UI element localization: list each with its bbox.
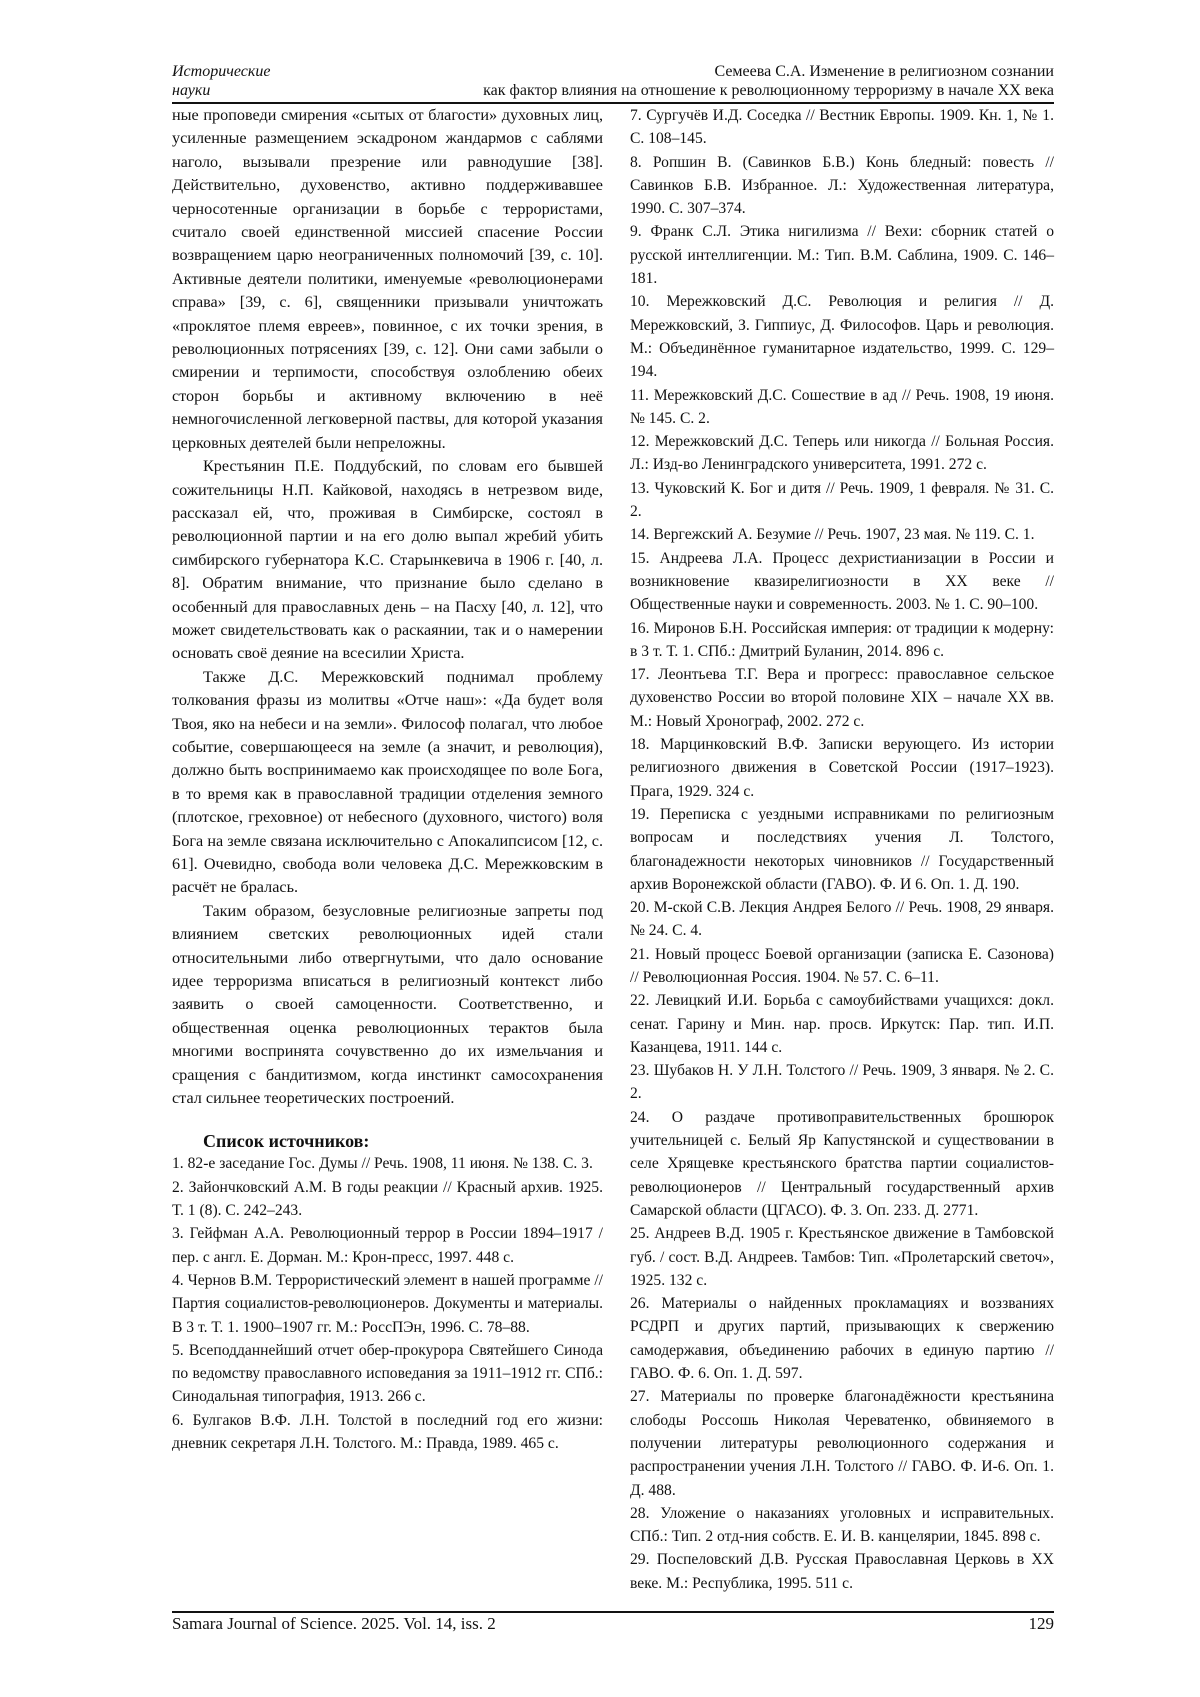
reference-item: 21. Новый процесс Боевой организации (записка Е. Сазонова) // Революционная Россия. 1904. № 57. С. 6–11. <box>630 945 1054 986</box>
reference-item: 9. Франк С.Л. Этика нигилизма // Вехи: сборник статей о русской интеллигенции. М.: Тип. В.М. Саблина, 1909. С. 146–181. <box>630 223 1054 288</box>
references-heading: Список источников: <box>203 1131 370 1152</box>
reference-item: 12. Мережковский Д.С. Теперь или никогда // Больная Россия. Л.: Изд-во Ленинградского университета, 1991. 272 с. <box>630 433 1054 474</box>
reference-item: 27. Материалы по проверке благонадёжности крестьянина слободы Россошь Николая Череватенко, обвиняемого в получении литературы революционного содержания и распространении учения Л.Н. Толстого // ГАВО. Ф. И-6. Оп. 1. Д. 488. <box>630 1388 1054 1499</box>
article-running-title <box>483 62 1054 100</box>
reference-item: 19. Переписка с уездными исправниками по религиозным вопросам и последствиях учения Л. Толстого, благонадежности некоторых чиновников // Государственный архив Воронежской области (ГАВО). Ф. И 6. Оп. 1. Д. 190. <box>630 805 1054 893</box>
section-line-2: науки <box>172 82 211 99</box>
reference-item: 25. Андреев В.Д. 1905 г. Крестьянское движение в Тамбовской губ. / сост. В.Д. Андреев. Тамбов: Тип. «Пролетарский светоч», 1925. 132 с. <box>630 1225 1054 1289</box>
reference-item: 28. Уложение о наказаниях уголовных и исправительных. СПб.: Тип. 2 отд-ния собств. Е. И. В. канцелярии, 1845. 898 с. <box>630 1504 1054 1546</box>
reference-item: 11. Мережковский Д.С. Сошествие в ад // Речь. 1908, 19 июня. № 145. С. 2. <box>630 386 1054 427</box>
reference-item: 7. Сургучёв И.Д. Соседка // Вестник Европы. 1909. Кн. 1, № 1. С. 108–145. <box>630 107 1054 148</box>
reference-item: 17. Леонтьева Т.Г. Вера и прогресс: православное сельское духовенство России во второй половине XIX – начале XX вв. М.: Новый Хронограф, 2002. 272 с. <box>630 666 1054 730</box>
reference-item: 10. Мережковский Д.С. Революция и религия // Д. Мережковский, З. Гиппиус, Д. Философов. Царь и революция. М.: Объединённое гуманитарное издательство, 1999. С. 129–194. <box>630 293 1054 381</box>
body-paragraph: Также Д.С. Мережковский поднимал проблему толкования фразы из молитвы «Отче наш»: «Да будет воля Твоя, яко на небеси и на земли». Философ полагал, что любое событие, совершающееся на земле (а значит, и революция), должно быть воспринимаемо как происходящее по воле Бога, в то время как в православной традиции отделения земного (плотское, греховное) от небесного (духовного, чистого) воля Бога на земле связана исключительно с Апокалипсисом [12, с. 61]. Очевидно, свобода воли человека Д.С. Мережковским в расчёт не бралась. <box>172 667 603 897</box>
reference-item: 18. Марцинковский В.Ф. Записки верующего. Из истории религиозного движения в Советской России (1917–1923). Прага, 1929. 324 с. <box>630 736 1054 800</box>
journal-citation: Samara Journal of Science. 2025. Vol. 14, iss. 2 <box>172 1614 496 1633</box>
reference-item: 5. Всеподданнейший отчет обер-прокурора Святейшего Синода по ведомству православного исповедания за 1911–1912 гг. СПб.: Синодальная типография, 1913. 266 с. <box>172 1341 603 1406</box>
running-title-line-2: как фактор влияния на отношение к революционному терроризму в начале XX века <box>483 82 1054 99</box>
body-paragraph: Крестьянин П.Е. Поддубский, по словам его бывшей сожительницы Н.П. Кайковой, находясь в нетрезвом виде, рассказал ей, что, проживая в Симбирске, состоял в революционной партии и на его долю выпал жребий убить симбирского губернатора К.С. Старынкевича в 1906 г. [40, л. 8]. Обратим внимание, что признание было сделано в особенный для православных день – на Пасху [40, л. 12], что может свидетельствовать как о раскаянии, так и о намерении основать своё деяние на всесилии Христа. <box>172 457 603 663</box>
reference-item: 16. Миронов Б.Н. Российская империя: от традиции к модерну: в 3 т. Т. 1. СПб.: Дмитрий Буланин, 2014. 896 с. <box>630 619 1054 660</box>
reference-item: 6. Булгаков В.Ф. Л.Н. Толстой в последний год его жизни: дневник секретаря Л.Н. Толстого. М.: Правда, 1989. 465 с. <box>172 1411 603 1453</box>
reference-item: 2. Зайончковский А.М. В годы реакции // Красный архив. 1925. Т. 1 (8). С. 242–243. <box>172 1178 603 1220</box>
reference-item: 15. Андреева Л.А. Процесс дехристианизации в России и возникновение квазирелигиозности в XX веке // Общественные науки и современность. 2003. № 1. С. 90–100. <box>630 549 1054 614</box>
reference-item: 13. Чуковский К. Бог и дитя // Речь. 1909, 1 февраля. № 31. С. 2. <box>630 479 1054 521</box>
reference-item: 3. Гейфман А.А. Революционный террор в России 1894–1917 / пер. с англ. Е. Дорман. М.: Крон-пресс, 1997. 448 с. <box>172 1225 603 1266</box>
section-line-1: Исторические <box>172 63 271 80</box>
reference-item: 24. О раздаче противоправительственных брошюрок учительницей с. Белый Яр Капустянской и существовании в селе Хрящевке крестьянского братства партии социалистов-революционеров // Центральный государственный архив Самарской области (ЦГАСО). Ф. 3. Оп. 233. Д. 2771. <box>630 1108 1054 1219</box>
reference-item: 8. Ропшин В. (Савинков Б.В.) Конь бледный: повесть // Савинков Б.В. Избранное. Л.: Художественная литература, 1990. С. 307–374. <box>630 153 1054 218</box>
body-paragraph: ные проповеди смирения «сытых от благости» духовных лиц, усиленные размещением эскадроном жандармов с саблями наголо, вызывали презрение или равнодушие [38]. Действительно, духовенство, активно поддерживавшее черносотенные организации в борьбе с террористами, считало своей единственной миссией спасение России возвращением царю неограниченных полномочий [39, с. 10]. Активные деятели политики, именуемые «революционерами справа» [39, с. 6], священники призывали уничтожать «проклятое племя евреев», повинное, с их точки зрения, в революционных потрясениях [39, с. 12]. Они сами забыли о смирении и терпимости, способствуя озлоблению обеих сторон борьбы и активному включению в неё немногочисленной легковерной паствы, для которой указания церковных деятелей были непреложны. <box>172 106 603 452</box>
running-title-line-1: Семеева С.А. Изменение в религиозном сознании <box>714 63 1054 80</box>
reference-item: 26. Материалы о найденных прокламациях и воззваниях РСДРП и других партий, призывающих к свержению самодержавия, объединению рабочих в единую партию // ГАВО. Ф. 6. Оп. 1. Д. 597. <box>630 1295 1054 1383</box>
reference-item: 1. 82-е заседание Гос. Думы // Речь. 1908, 11 июня. № 138. С. 3. <box>172 1155 593 1173</box>
reference-item: 23. Шубаков Н. У Л.Н. Толстого // Речь. 1909, 3 января. № 2. С. 2. <box>630 1062 1054 1103</box>
reference-item: 29. Поспеловский Д.В. Русская Православная Церковь в XX веке. М.: Республика, 1995. 511 с. <box>630 1551 1054 1592</box>
section-label <box>172 62 270 100</box>
right-column <box>630 104 1054 1595</box>
footer-divider <box>172 1611 1054 1613</box>
reference-item: 22. Левицкий И.И. Борьба с самоубийствами учащихся: докл. сенат. Гарину и Мин. нар. просв. Иркутск: Пар. тип. И.П. Казанцева, 1911. 144 с. <box>630 992 1054 1056</box>
reference-item: 20. М-ской С.В. Лекция Андрея Белого // Речь. 1908, 29 января. № 24. С. 4. <box>630 899 1054 940</box>
reference-item: 4. Чернов В.М. Террористический элемент в нашей программе // Партия социалистов-революционеров. Документы и материалы. В 3 т. Т. 1. 1900–1907 гг. М.: РоссПЭн, 1996. С. 78–88. <box>172 1271 603 1336</box>
page-number: 129 <box>1028 1614 1054 1633</box>
body-paragraph: Таким образом, безусловные религиозные запреты под влиянием светских революционных идей стали относительными либо отвергнутыми, что дало основание идее терроризма вписаться в религиозный контекст либо заявить о своей самоценности. Соответственно, и общественная оценка революционных терактов была многими воспринята сочувственно до их измельчания и сращения с бандитизмом, когда инстинкт самосохранения стал сильнее теоретических построений. <box>172 901 603 1108</box>
reference-item: 14. Вергежский А. Безумие // Речь. 1907, 23 мая. № 119. С. 1. <box>630 526 1035 544</box>
left-column <box>172 104 603 1455</box>
